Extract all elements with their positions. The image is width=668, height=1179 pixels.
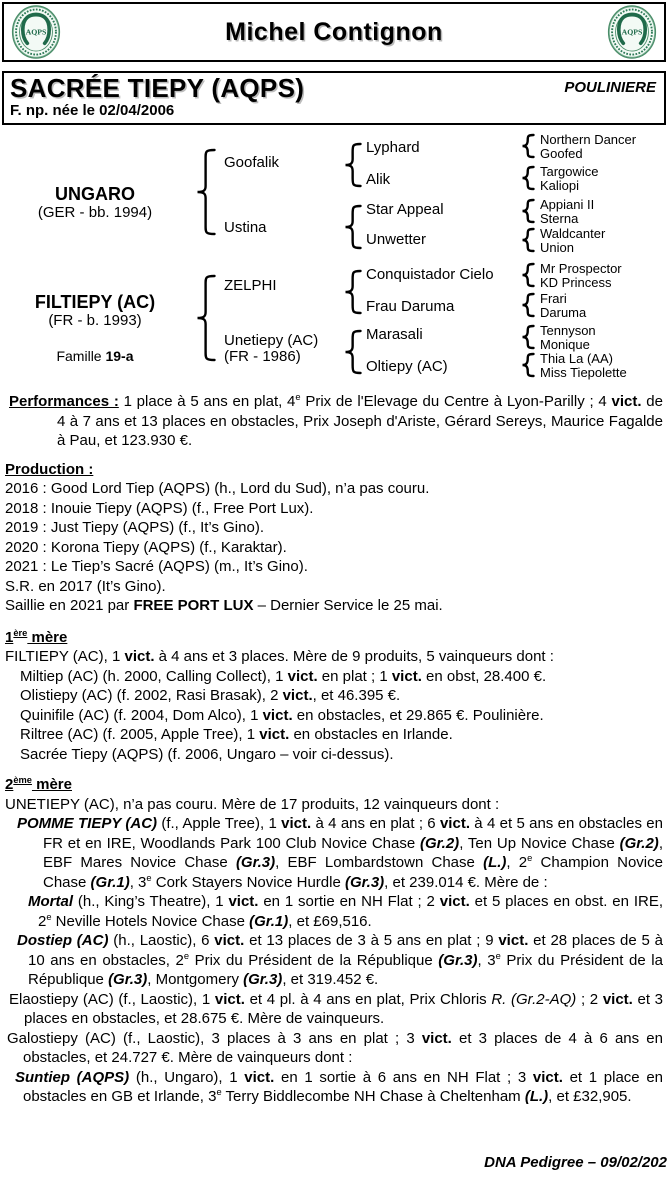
dam-line: FILTIEPY (AC), 1 vict. à 4 ans et 3 places. Mère de 9 produits, 5 vainqueurs dont :: [5, 648, 554, 665]
logo-text: AQPS: [25, 27, 47, 37]
progeny-line: Riltree (AC) (f. 2005, Apple Tree), 1 vict. en obstacles en Irlande.: [20, 726, 453, 743]
first-dam-section: [5, 628, 663, 765]
pedigree-node-pair: Mr Prospector KD Princess: [540, 261, 622, 290]
pedigree-brace: [521, 325, 535, 349]
pedigree-node: Goofalik: [224, 154, 280, 171]
production-line: Saillie en 2021 par FREE PORT LUX – Dernier Service le 25 mai.: [5, 597, 443, 614]
progeny-line: Miltiep (AC) (h. 2000, Calling Collect), 1 vict. en plat ; 1 vict. en obst, 28.400 €.: [20, 667, 547, 685]
production-line: 2018 : Inouie Tiepy (AQPS) (f., Free Port Lux).: [5, 499, 314, 517]
section-heading: Production :: [5, 460, 94, 478]
progeny-line: Dostiep (AC) (h., Laostic), 6 vict. et 13 places de 3 à 5 ans en plat ; 9 vict. et 28 places de 5 à 10 ans en obstacles, 2e Prix du Président de la République (Gr.3), 3e Prix du Président de la République (Gr.3), Montgomery (Gr.3), et 319.452 €.: [17, 932, 663, 988]
page-title: SACRÉE TIEPY (AQPS): [10, 73, 305, 103]
pedigree-node: Star Appeal: [366, 201, 444, 218]
performances-section: [5, 392, 663, 451]
production-section: [5, 460, 663, 616]
pedigree-node-pair: Northern Dancer Goofed: [540, 132, 637, 161]
second-dam-section: [5, 775, 663, 1107]
horse-birth-info: F. np. née le 02/04/2006: [10, 102, 175, 119]
pedigree-brace: [521, 166, 535, 190]
aqps-logo-right: [606, 4, 658, 60]
progeny-line: Olistiepy (AC) (f. 2002, Rasi Brasak), 2 vict., et 46.395 €.: [20, 687, 401, 704]
pedigree-node-pair: Targowice Kaliopi: [540, 164, 599, 193]
pedigree-brace: [521, 134, 535, 158]
progeny-line: Quinifile (AC) (f. 2004, Dom Alco), 1 vict. en obstacles, et 29.865 €. Poulinière.: [20, 706, 544, 724]
progeny-line: Mortal (h., King’s Theatre), 1 vict. en 1 sortie en NH Flat ; 2 vict. et 5 places en obst. en IRE, 2e Neville Hotels Novice Chase (Gr.1), et £69,516.: [28, 893, 663, 930]
pedigree-node-pair: Frari Daruma: [540, 291, 587, 320]
production-line: 2020 : Korona Tiepy (AQPS) (f., Karaktar).: [5, 538, 287, 556]
pedigree-brace: [521, 353, 535, 377]
section-heading: 2ème mère: [5, 775, 72, 793]
pedigree-brace: [521, 293, 535, 317]
pedigree-node: Oltiepy (AC): [366, 358, 448, 375]
progeny-line: Galostiepy (AC) (f., Laostic), 3 places à 3 ans en plat ; 3 vict. et 3 places de 4 à 6 ans en obstacles, et 24.727 €. Mère de vainqueurs dont :: [7, 1029, 663, 1066]
pedigree-node-pair: Appiani II Sterna: [540, 197, 595, 226]
document-body: [5, 392, 663, 1107]
pedigree-brace: [521, 263, 535, 287]
progeny-line: Suntiep (AQPS) (h., Ungaro), 1 vict. en 1 sortie à 6 ans en NH Flat ; 3 vict. et 1 place en obstacles en GB et Irlande, 3e Terry Biddlecombe NH Chase à Cheltenham (L.), et £32,905.: [15, 1068, 663, 1105]
pedigree-node: Frau Daruma: [366, 298, 455, 315]
header: [2, 2, 666, 62]
pedigree-node: Unetiepy (AC) (FR - 1986): [224, 332, 319, 365]
performances-paragraph: Performances : 1 place à 5 ans en plat, 4e Prix de l'Elevage du Centre à Lyon-Parilly ; 4 vict. de 4 à 7 ans et 13 places en obstacles, Prix Joseph d'Ariste, Gérard Sereys, Maurice Fagalde à Pau, et 123.930 €.: [9, 392, 663, 449]
production-line: 2016 : Good Lord Tiep (AQPS) (h., Lord du Sud), n’a pas couru.: [5, 480, 430, 497]
pedigree-brace: [196, 275, 216, 361]
aqps-logo-left: [10, 4, 62, 60]
production-line: 2021 : Le Tiep’s Sacré (AQPS) (m., It’s Gino).: [5, 558, 308, 575]
progeny-line: POMME TIEPY (AC) (f., Apple Tree), 1 vict. à 4 ans en plat ; 6 vict. à 4 et 5 ans en obstacles en FR et en IRE, Woodlands Park 100 Club Novice Chase (Gr.2), Ten Up Novice Chase (Gr.2), EBF Mares Novice Chase (Gr.3), EBF Lombardstown Chase (L.), 2e Champion Novice Chase (Gr.1), 3e Cork Stayers Novice Hurdle (Gr.3), et 239.014 €. Mère de :: [17, 815, 663, 891]
pedigree-node-pair: Thia La (AA) Miss Tiepolette: [540, 351, 627, 380]
pedigree-brace: [521, 228, 535, 252]
pedigree-node: Lyphard: [366, 139, 420, 156]
pedigree-brace: [344, 143, 362, 187]
pedigree-node: Alik: [366, 171, 391, 188]
pedigree-node: Unwetter: [366, 231, 427, 248]
pedigree-document: [0, 2, 668, 1179]
pedigree-node: ZELPHI: [224, 277, 277, 294]
pedigree-node: Marasali: [366, 326, 423, 343]
title-bar: [2, 71, 666, 125]
section-heading: 1ère mère: [5, 627, 68, 646]
production-line: 2019 : Just Tiepy (AQPS) (f., It’s Gino).: [5, 519, 264, 536]
dam-line: UNETIEPY (AC), n’a pas couru. Mère de 17 produits, 12 vainqueurs dont :: [5, 795, 500, 813]
pedigree-node-pair: Tennyson Monique: [540, 323, 596, 352]
pedigree-brace: [196, 149, 216, 235]
pedigree-brace: [344, 330, 362, 374]
pedigree-node: Conquistador Cielo: [366, 266, 494, 283]
pedigree-brace: [344, 205, 362, 249]
status-badge: POULINIERE: [564, 79, 656, 96]
pedigree-node-pair: Waldcanter Union: [540, 226, 606, 255]
document-credit: DNA Pedigree – 09/02/202: [484, 1154, 667, 1171]
pedigree-node-dam: FILTIEPY (AC) (FR - b. 1993): [34, 292, 156, 329]
pedigree-brace: [344, 270, 362, 314]
progeny-line: Sacrée Tiepy (AQPS) (f. 2006, Ungaro – voir ci-dessus).: [20, 745, 394, 763]
pedigree-brace: [521, 199, 535, 223]
breeder-name: Michel Contignon: [225, 17, 443, 46]
pedigree-tree: [0, 127, 668, 385]
production-line: S.R. en 2017 (It’s Gino).: [5, 577, 166, 595]
logo-text: AQPS: [621, 27, 643, 37]
pedigree-node: Ustina: [224, 219, 267, 236]
pedigree-node-sire: UNGARO (GER - bb. 1994): [37, 184, 153, 221]
family-line: Famille 19-a: [56, 348, 134, 364]
progeny-line: Elaostiepy (AC) (f., Laostic), 1 vict. et 4 pl. à 4 ans en plat, Prix Chloris R. (Gr.2-AQ) ; 2 vict. et 3 places en obstacles, et 28.675 €. Mère de vainqueurs.: [9, 990, 664, 1027]
